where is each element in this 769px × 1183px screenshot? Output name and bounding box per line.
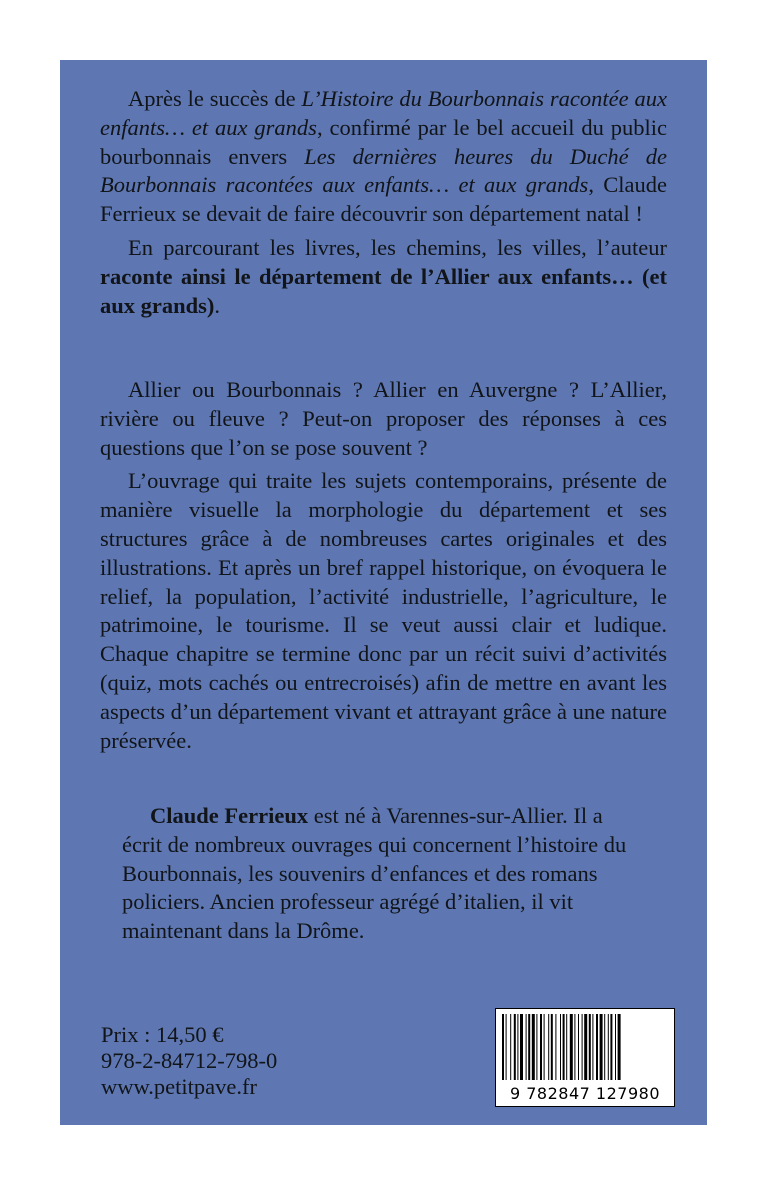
book-title-dernieres-heures: Les dernières heures du Duché de Bourbonnais racontées aux enfants… et aux grands bbox=[100, 143, 667, 198]
barcode-bars-icon bbox=[502, 1014, 668, 1080]
intro-p1-text-a: Après le succès de bbox=[128, 86, 302, 111]
description-paragraph-1: Allier ou Bourbonnais ? Allier en Auvergne ? L’Allier, rivière ou fleuve ? Peut-on proposer des réponses à ces questions que l’on se pose souvent ? bbox=[100, 377, 667, 460]
isbn: 978-2-84712-798-0 bbox=[101, 1048, 278, 1073]
description-paragraph-2: L’ouvrage qui traite les sujets contemporains, présente de manière visuelle la morphologie du département et ses structures grâce à de nombreuses cartes originales et des illustrations. Et après un bref rappel historique, on évoquera le relief, la population, l’activité industrielle, l’agriculture, le patrimoine, le tourisme. Il se veut aussi clair et ludique. Chaque chapitre se termine donc par un récit suivi d’activités (quiz, mots cachés ou entrecroisés) afin de mettre en avant les aspects d’un département vivant et attrayant grâce à une nature préservée. bbox=[100, 468, 667, 753]
intro-p1-text-e: , Claude Ferrieux se devait de faire découvrir son département natal ! bbox=[100, 172, 667, 227]
intro-p2-text-c: . bbox=[214, 292, 221, 318]
intro-section bbox=[100, 85, 667, 320]
description-section bbox=[100, 376, 667, 755]
website: www.petitpave.fr bbox=[101, 1074, 257, 1099]
barcode bbox=[495, 1008, 675, 1107]
price: Prix : 14,50 € bbox=[101, 1022, 224, 1047]
intro-p2-text-a: En parcourant les livres, les chemins, les villes, l’auteur bbox=[128, 234, 667, 260]
intro-paragraph-1 bbox=[100, 85, 667, 229]
author-name: Claude Ferrieux bbox=[150, 803, 309, 828]
author-bio-text: est né à Varennes-sur-Allier. Il a écrit de nombreux ouvrages qui concernent l’histoire du Bourbonnais, les souvenirs d’enfances et des romans policiers. Ancien professeur agrégé d’italien, il vit maintenant dans la Drôme. bbox=[122, 803, 627, 944]
author-bio bbox=[122, 802, 646, 946]
publication-info bbox=[101, 1022, 361, 1100]
intro-p2-bold: raconte ainsi le département de l’Allier aux enfants… (et aux grands) bbox=[100, 263, 667, 318]
back-cover bbox=[60, 60, 707, 1125]
intro-paragraph-2 bbox=[100, 234, 667, 320]
barcode-digits: 9 782847 127980 bbox=[509, 1084, 660, 1103]
book-title-histoire: L’Histoire du Bourbonnais racontée aux enfants… et aux grands bbox=[100, 86, 667, 140]
intro-p1-text-c: , confirmé par le bel accueil du public bourbonnais envers bbox=[100, 114, 667, 169]
author-section bbox=[122, 802, 646, 946]
